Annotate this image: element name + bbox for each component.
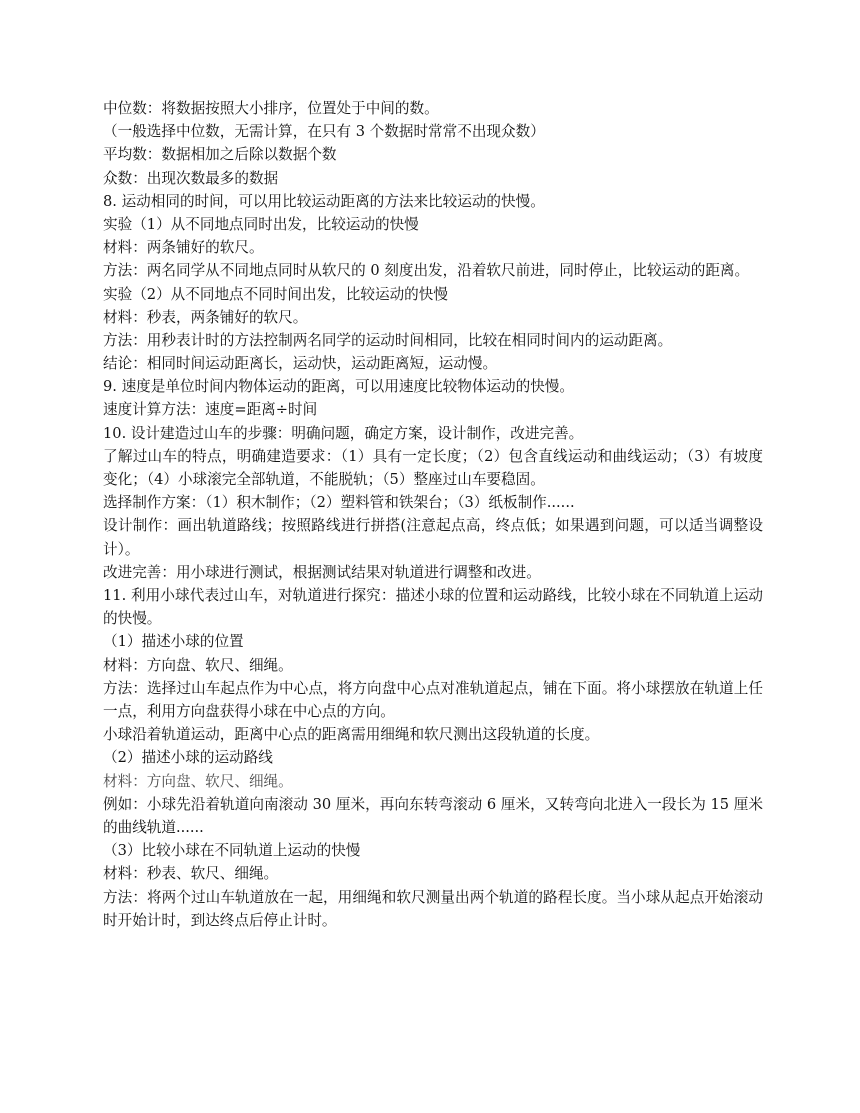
section-1-distance-note: 小球沿着轨道运动，距离中心点的距离需用细绳和软尺测出这段轨道的长度。 (103, 726, 600, 744)
experiment-1-method: 方法：两名同学从不同地点同时从软尺的 0 刻度出发，沿着软尺前进，同时停止，比较运动的距离。 (103, 262, 750, 280)
point-10-heading: 10. 设计建造过山车的步骤：明确问题，确定方案，设计制作，改进完善。 (103, 424, 584, 442)
speed-formula: 速度计算方法：速度=距离÷时间 (103, 401, 318, 419)
section-2-example: 例如：小球先沿着轨道向南滚动 30 厘米，再向东转弯滚动 6 厘米，又转弯向北进入一段长为 15 厘米的曲线轨道...... (103, 795, 763, 836)
coaster-plan-options: 选择制作方案：（1）积木制作；（2）塑料管和铁架台；（3）纸板制作...... (103, 494, 575, 512)
coaster-improve: 改进完善：用小球进行测试，根据测试结果对轨道进行调整和改进。 (103, 563, 541, 581)
point-8-heading: 8. 运动相同的时间，可以用比较运动距离的方法来比较运动的快慢。 (103, 192, 545, 210)
document-body (103, 97, 763, 932)
coaster-design-build: 设计制作：画出轨道路线；按照路线进行拼搭(注意起点高，终点低；如果遇到问题，可以适当调整设计）。 (103, 517, 763, 558)
section-3-title: （3）比较小球在不同轨道上运动的快慢 (103, 842, 361, 860)
section-3-materials: 材料：秒表、软尺、细绳。 (103, 865, 279, 883)
experiment-1-title: 实验（1）从不同地点同时出发，比较运动的快慢 (103, 215, 419, 233)
coaster-requirements: 了解过山车的特点，明确建造要求：（1）具有一定长度；（2）包含直线运动和曲线运动；（3）有坡度变化；（4）小球滚完全部轨道，不能脱轨；（5）整座过山车要稳固。 (103, 447, 763, 489)
section-1-method: 方法：选择过山车起点作为中心点，将方向盘中心点对准轨道起点，铺在下面。将小球摆放在轨道上任一点，利用方向盘获得小球在中心点的方向。 (103, 679, 763, 720)
section-2-title: （2）描述小球的运动路线 (103, 749, 273, 767)
point-11-heading: 11. 利用小球代表过山车，对轨道进行探究：描述小球的位置和运动路线，比较小球在不同轨道上运动的快慢。 (103, 587, 763, 628)
experiment-1-materials: 材料：两条铺好的软尺。 (103, 239, 264, 257)
experiment-conclusion: 结论：相同时间运动距离长，运动快，运动距离短，运动慢。 (103, 355, 498, 373)
median-note: （一般选择中位数，无需计算，在只有 3 个数据时常常不出现众数） (103, 123, 545, 141)
experiment-2-title: 实验（2）从不同地点不同时间出发，比较运动的快慢 (103, 285, 448, 303)
section-2-materials: 材料：方向盘、软尺、细绳。 (103, 772, 293, 790)
section-1-title: （1）描述小球的位置 (103, 633, 244, 651)
point-9-heading: 9. 速度是单位时间内物体运动的距离，可以用速度比较物体运动的快慢。 (103, 378, 574, 396)
section-1-materials: 材料：方向盘、软尺、细绳。 (103, 656, 293, 674)
section-3-method: 方法：将两个过山车轨道放在一起，用细绳和软尺测量出两个轨道的路程长度。当小球从起点开始滚动时开始计时，到达终点后停止计时。 (103, 888, 763, 929)
mode-definition: 众数：出现次数最多的数据 (103, 169, 279, 187)
experiment-2-method: 方法：用秒表计时的方法控制两名同学的运动时间相同，比较在相同时间内的运动距离。 (103, 331, 673, 349)
experiment-2-materials: 材料：秒表，两条铺好的软尺。 (103, 308, 308, 326)
mean-definition: 平均数：数据相加之后除以数据个数 (103, 146, 337, 164)
median-definition: 中位数：将数据按照大小排序，位置处于中间的数。 (103, 100, 439, 117)
